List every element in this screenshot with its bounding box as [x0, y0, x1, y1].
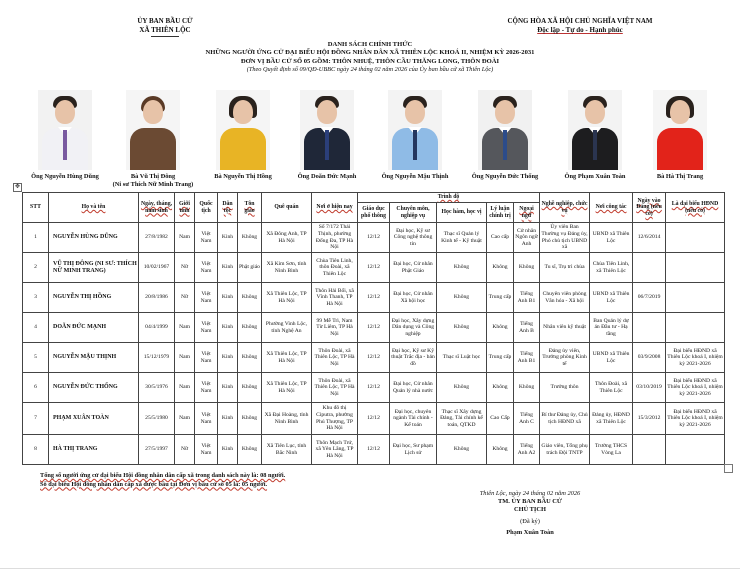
- col-header-dob: Ngày, tháng, năm sinh: [139, 193, 175, 223]
- authority-underline: [151, 36, 179, 37]
- col-header-gender: Giới tính: [175, 193, 195, 223]
- candidate-portrait: [568, 90, 622, 170]
- cell-hometown: Xã Thiên Lộc, TP Hà Nội: [262, 373, 312, 403]
- cell-stt: 8: [23, 435, 49, 465]
- candidate-portrait: [216, 90, 270, 170]
- candidate-photo-card: [198, 90, 288, 181]
- cell-name: NGUYỄN ĐỨC THỐNG: [49, 373, 139, 403]
- national-name: CỘNG HÒA XÃ HỘI CHỦ NGHĨA VIỆT NAM: [507, 17, 653, 25]
- col-header-hometown: Quê quán: [262, 193, 312, 223]
- cell-name: NGUYỄN MẬU THỊNH: [49, 343, 139, 373]
- col-header-ethnicity: Dân tộc: [218, 193, 238, 223]
- title-decision-ref: (Theo Quyết định số 09/QĐ-UBBC ngày 24 tháng 02 năm 2026 của Ủy ban bầu cử xã Thiên Lộc): [246, 65, 494, 73]
- candidate-photo-card: [635, 90, 725, 181]
- cell-workplace: UBND xã Thiên Lộc: [590, 343, 633, 373]
- candidate-portrait: [38, 90, 92, 170]
- cell-religion: Không: [238, 373, 262, 403]
- cell-occupation: Nhân viên kỹ thuật: [540, 313, 590, 343]
- cell-party-date: 03/9/2008: [633, 343, 666, 373]
- cell-language: Tiếng Anh B: [514, 313, 540, 343]
- signature-block: [470, 490, 590, 537]
- cell-party-date: 12/6/2014: [633, 223, 666, 253]
- col-header-political: Lý luận chính trị: [487, 203, 514, 223]
- col-header-name: Họ và tên: [49, 193, 139, 223]
- candidate-photo-caption-religious: (Ni sư Thích Nữ Minh Trang): [112, 180, 194, 188]
- cell-general-edu: 12/12: [358, 435, 390, 465]
- cell-stt: 2: [23, 253, 49, 283]
- cell-delegate: Đại biểu HĐND xã Thiên Lộc khoá I, nhiệm kỳ 2021-2026: [666, 343, 725, 373]
- cell-ethnicity: Kinh: [218, 403, 238, 435]
- cell-nationality: Việt Nam: [195, 313, 218, 343]
- national-motto: Độc lập - Tự do - Hạnh phúc: [537, 26, 623, 34]
- candidate-table: [22, 192, 725, 465]
- cell-political: Cao cấp: [487, 223, 514, 253]
- cell-nationality: Việt Nam: [195, 283, 218, 313]
- cell-nationality: Việt Nam: [195, 253, 218, 283]
- signature-org: TM. ỦY BAN BẦU CỬ: [498, 498, 562, 506]
- cell-degree: Không: [437, 283, 487, 313]
- candidate-photo-card: [370, 90, 460, 181]
- cell-religion: Không: [238, 283, 262, 313]
- cell-workplace: Thôn Đoài, xã Thiên Lộc: [590, 373, 633, 403]
- table-row: [23, 313, 725, 343]
- candidate-portrait: [653, 90, 707, 170]
- col-header-party-date: Ngày vào Đảng (nếu có): [633, 193, 666, 223]
- cell-occupation: Đảng ủy viên, Trưởng phòng Kinh tế: [540, 343, 590, 373]
- cell-ethnicity: Kinh: [218, 435, 238, 465]
- cell-religion: Không: [238, 435, 262, 465]
- candidate-photo-caption: Ông Doãn Đức Mạnh: [297, 173, 357, 180]
- cell-occupation: Trưởng thôn: [540, 373, 590, 403]
- cell-residence: 99 Mễ Trì, Nam Từ Liêm, TP Hà Nội: [312, 313, 358, 343]
- title-line-1: DANH SÁCH CHÍNH THỨC: [327, 41, 413, 48]
- cell-party-date: 03/10/2019: [633, 373, 666, 403]
- cell-degree: Không: [437, 253, 487, 283]
- cell-hometown: Xã Kim Sơn, tỉnh Ninh Bình: [262, 253, 312, 283]
- cell-degree: Thạc sĩ Xây dựng Đảng, Tài chính kế toán, QTKD: [437, 403, 487, 435]
- col-header-occupation: Nghề nghiệp, chức vụ: [540, 193, 590, 223]
- cell-gender: Nam: [175, 373, 195, 403]
- cell-religion: Không: [238, 403, 262, 435]
- cell-specialty: Đại học, Xây dựng Dân dụng và Công nghiệp: [390, 313, 437, 343]
- cell-gender: Nữ: [175, 283, 195, 313]
- cell-language: Cử nhân Ngôn ngữ Anh: [514, 223, 540, 253]
- cell-residence: Khu đô thị Ciputra, phường Phú Thượng, TP Hà Nội: [312, 403, 358, 435]
- cell-gender: Nữ: [175, 253, 195, 283]
- cell-political: Trung cấp: [487, 283, 514, 313]
- candidate-photo-card: [282, 90, 372, 181]
- cell-residence: Thôn Hải Bối, xã Vĩnh Thanh, TP Hà Nội: [312, 283, 358, 313]
- cell-language: Không: [514, 253, 540, 283]
- cell-nationality: Việt Nam: [195, 223, 218, 253]
- cell-language: Tiếng Anh B1: [514, 343, 540, 373]
- cell-degree: Không: [437, 373, 487, 403]
- cell-language: Tiếng Anh C: [514, 403, 540, 435]
- cell-hometown: Xã Thiên Lộc, TP Hà Nội: [262, 283, 312, 313]
- cell-nationality: Việt Nam: [195, 403, 218, 435]
- cell-ethnicity: Kinh: [218, 283, 238, 313]
- cell-dob: 30/5/1976: [139, 373, 175, 403]
- candidate-portrait: [300, 90, 354, 170]
- col-header-stt: STT: [23, 193, 49, 223]
- cell-specialty: Đại học, Kỹ sư Kỹ thuật Trắc địa - bản đồ: [390, 343, 437, 373]
- cell-name: VŨ THỊ ĐÔNG (NI SƯ: THÍCH NỮ MINH TRANG): [49, 253, 139, 283]
- cell-general-edu: 12/12: [358, 343, 390, 373]
- summary-total-candidates: Tổng số người ứng cử đại biểu Hội đồng nhân dân cấp xã trong danh sách này là: 08 người.: [40, 472, 286, 479]
- cell-party-date: [633, 253, 666, 283]
- signature-place-date: Thiên Lộc, ngày 24 tháng 02 năm 2026: [479, 490, 581, 497]
- candidate-photo-card: [20, 90, 110, 181]
- cell-hometown: Phường Vinh Lộc, tỉnh Nghệ An: [262, 313, 312, 343]
- cell-specialty: Đại học, chuyên ngành Tài chính - Kế toán: [390, 403, 437, 435]
- authority-line-1: ỦY BAN BẦU CỬ: [137, 17, 193, 25]
- cell-name: DOÃN ĐỨC MẠNH: [49, 313, 139, 343]
- cell-workplace: Ban Quản lý dự án Đầu tư - Hạ tầng: [590, 313, 633, 343]
- cell-residence: Số 7/172 Thái Thịnh, phường Đống Đa, TP Hà Nội: [312, 223, 358, 253]
- cell-dob: 15/12/1979: [139, 343, 175, 373]
- summary-notes: [40, 472, 285, 489]
- candidate-photo-caption: Ông Nguyễn Đức Thống: [471, 173, 539, 180]
- cell-workplace: UBND xã Thiên Lộc: [590, 223, 633, 253]
- col-header-degree: Học hàm, học vị: [437, 203, 487, 223]
- cell-residence: Chùa Tiên Linh, thôn Đoài, xã Thiên Lộc: [312, 253, 358, 283]
- cell-gender: Nam: [175, 223, 195, 253]
- cell-general-edu: 12/12: [358, 373, 390, 403]
- cell-specialty: Đại học, Cử nhân Phật Giáo: [390, 253, 437, 283]
- signature-status: (Đã ký): [520, 517, 540, 525]
- signer-name: Phạm Xuân Toàn: [506, 528, 554, 536]
- cell-general-edu: 12/12: [358, 313, 390, 343]
- authority-line-2: XÃ THIÊN LỘC: [139, 26, 191, 34]
- cell-stt: 6: [23, 373, 49, 403]
- col-header-residence: Nơi ở hiện nay: [312, 193, 358, 223]
- candidate-portrait: [478, 90, 532, 170]
- cell-specialty: Đại học, Cử nhân Xã hội học: [390, 283, 437, 313]
- cell-hometown: Xã Đại Hoàng, tỉnh Ninh Bình: [262, 403, 312, 435]
- cell-occupation: Giáo viên, Tổng phụ trách Đội TNTP: [540, 435, 590, 465]
- cell-name: NGUYỄN HÙNG DŨNG: [49, 223, 139, 253]
- cell-delegate: Đại biểu HĐND xã Thiên Lộc khoá I, nhiệm kỳ 2021-2026: [666, 373, 725, 403]
- cell-stt: 3: [23, 283, 49, 313]
- cell-party-date: [633, 435, 666, 465]
- table-row: [23, 435, 725, 465]
- candidate-photo-caption: Ông Nguyễn Mậu Thịnh: [381, 173, 449, 180]
- table-row: [23, 223, 725, 253]
- cell-delegate: [666, 253, 725, 283]
- candidate-photo-caption: Bà Vũ Thị Đông: [130, 173, 176, 180]
- cell-degree: Thạc sĩ Luật học: [437, 343, 487, 373]
- cell-nationality: Việt Nam: [195, 435, 218, 465]
- cell-ethnicity: Kinh: [218, 313, 238, 343]
- candidate-photo-caption: Ông Phạm Xuân Toàn: [564, 173, 626, 180]
- cell-nationality: Việt Nam: [195, 343, 218, 373]
- cell-hometown: Xã Tiên Lục, tỉnh Bắc Ninh: [262, 435, 312, 465]
- cell-political: Không: [487, 373, 514, 403]
- col-header-language: Ngoại ngữ: [514, 203, 540, 223]
- cell-name: HÀ THỊ TRANG: [49, 435, 139, 465]
- col-header-religion: Tôn giáo: [238, 193, 262, 223]
- cell-residence: Thôn Đoài, xã Thiên Lộc, TP Hà Nội: [312, 373, 358, 403]
- cell-occupation: Bí thư Đảng ủy, Chủ tịch HĐND xã: [540, 403, 590, 435]
- col-header-nationality: Quốc tịch: [195, 193, 218, 223]
- cell-ethnicity: Kinh: [218, 223, 238, 253]
- table-move-handle[interactable]: ✥: [14, 184, 21, 190]
- cell-stt: 5: [23, 343, 49, 373]
- cell-political: Cao Cấp: [487, 403, 514, 435]
- cell-political: Không: [487, 313, 514, 343]
- cell-occupation: Tu sĩ, Trụ trì chùa: [540, 253, 590, 283]
- cell-gender: Nam: [175, 313, 195, 343]
- cell-occupation: Ủy viên Ban Thường vụ Đảng ủy, Phó chủ tịch UBND xã: [540, 223, 590, 253]
- cell-specialty: Đại học, Sư phạm Lịch sử: [390, 435, 437, 465]
- cell-degree: Không: [437, 435, 487, 465]
- document-title: [150, 41, 590, 74]
- col-header-general-edu: Giáo dục phổ thông: [358, 203, 390, 223]
- cell-hometown: Xã Thiên Lộc, TP Hà Nội: [262, 343, 312, 373]
- cell-degree: Không: [437, 313, 487, 343]
- cell-dob: 25/5/1980: [139, 403, 175, 435]
- cell-workplace: Chùa Tiên Linh, xã Thiên Lộc: [590, 253, 633, 283]
- title-line-3: ĐƠN VỊ BẦU CỬ SỐ 05 GỒM: THÔN NHUỆ, THÔN CẦU THĂNG LONG, THÔN ĐOÀI: [240, 57, 500, 65]
- table-row: [23, 343, 725, 373]
- candidate-photo-card: [108, 90, 198, 188]
- cell-delegate: Đại biểu HĐND xã Thiên Lộc khoá I, nhiệm kỳ 2021-2026: [666, 403, 725, 435]
- cell-political: Trung cấp: [487, 343, 514, 373]
- title-line-2: NHỮNG NGƯỜI ỨNG CỬ ĐẠI BIỂU HỘI ĐỒNG NHÂN DÂN XÃ THIÊN LỘC KHOÁ II, NHIỆM KỲ 2026-2031: [205, 49, 535, 57]
- col-header-education-group: Trình độ: [358, 193, 540, 203]
- cell-political: Không: [487, 435, 514, 465]
- cell-ethnicity: Kinh: [218, 253, 238, 283]
- candidate-photo-caption: Bà Hà Thị Trang: [656, 173, 704, 180]
- cell-specialty: Đại học, Cử nhân Quản lý nhà nước: [390, 373, 437, 403]
- cell-religion: Không: [238, 223, 262, 253]
- cell-dob: 10/02/1967: [139, 253, 175, 283]
- cell-stt: 7: [23, 403, 49, 435]
- col-header-delegate: Là đại biểu HĐND (nếu có): [666, 193, 725, 223]
- cell-dob: 04/4/1999: [139, 313, 175, 343]
- cell-gender: Nam: [175, 343, 195, 373]
- cell-workplace: Trường THCS Vòng La: [590, 435, 633, 465]
- table-row: [23, 373, 725, 403]
- cell-delegate: [666, 313, 725, 343]
- cell-stt: 4: [23, 313, 49, 343]
- cell-general-edu: 12/12: [358, 283, 390, 313]
- candidate-photos: [20, 90, 720, 188]
- table-resize-handle[interactable]: [724, 464, 733, 473]
- table-row: [23, 403, 725, 435]
- cell-name: PHẠM XUÂN TOÀN: [49, 403, 139, 435]
- candidate-photo-card: [460, 90, 550, 181]
- cell-language: Tiếng Anh B1: [514, 283, 540, 313]
- cell-delegate: [666, 223, 725, 253]
- cell-gender: Nam: [175, 403, 195, 435]
- issuing-authority: [110, 17, 220, 37]
- cell-dob: 20/8/1986: [139, 283, 175, 313]
- cell-religion: Phật giáo: [238, 253, 262, 283]
- cell-stt: 1: [23, 223, 49, 253]
- cell-language: Không: [514, 373, 540, 403]
- col-header-specialty: Chuyên môn, nghiệp vụ: [390, 203, 437, 223]
- candidate-portrait: [126, 90, 180, 170]
- cell-ethnicity: Kinh: [218, 373, 238, 403]
- cell-name: NGUYỄN THỊ HỒNG: [49, 283, 139, 313]
- cell-residence: Thôn Mạch Trứ, xã Yên Lãng, TP Hà Nội: [312, 435, 358, 465]
- cell-gender: Nữ: [175, 435, 195, 465]
- cell-general-edu: 12/12: [358, 253, 390, 283]
- cell-language: Tiếng Anh A2: [514, 435, 540, 465]
- col-header-workplace: Nơi công tác: [590, 193, 633, 223]
- table-row: [23, 283, 725, 313]
- cell-party-date: 15/3/2012: [633, 403, 666, 435]
- signature-title: CHỦ TỊCH: [513, 506, 547, 514]
- cell-delegate: [666, 283, 725, 313]
- cell-workplace: UBND xã Thiên Lộc: [590, 283, 633, 313]
- cell-general-edu: 12/12: [358, 403, 390, 435]
- cell-religion: Không: [238, 313, 262, 343]
- candidate-photo-caption: Ông Nguyễn Hùng Dũng: [31, 173, 99, 180]
- cell-occupation: Chuyên viên phòng Văn hóa - Xã hội: [540, 283, 590, 313]
- candidate-photo-card: [550, 90, 640, 181]
- cell-delegate: [666, 435, 725, 465]
- cell-dob: 27/8/1982: [139, 223, 175, 253]
- cell-workplace: Đảng ủy, HĐND xã Thiên Lộc: [590, 403, 633, 435]
- cell-general-edu: 12/12: [358, 223, 390, 253]
- table-row: [23, 253, 725, 283]
- candidate-photo-caption: Bà Nguyễn Thị Hồng: [214, 173, 272, 180]
- cell-degree: Thạc sĩ Quản lý Kinh tế - Kỹ thuật: [437, 223, 487, 253]
- page-edge: [0, 568, 740, 569]
- cell-religion: Không: [238, 343, 262, 373]
- cell-hometown: Xã Đông Anh, TP Hà Nội: [262, 223, 312, 253]
- cell-dob: 27/5/1997: [139, 435, 175, 465]
- cell-political: Không: [487, 253, 514, 283]
- cell-residence: Thôn Đoài, xã Thiên Lộc, TP Hà Nội: [312, 343, 358, 373]
- cell-nationality: Việt Nam: [195, 373, 218, 403]
- cell-party-date: [633, 313, 666, 343]
- summary-seats: Số đại biểu Hội đồng nhân dân cấp xã được bầu tại Đơn vị bầu cử số 05 là: 05 người.: [40, 480, 268, 488]
- national-heading: [500, 17, 660, 35]
- cell-specialty: Đại học, Kỹ sư Công nghệ thông tin: [390, 223, 437, 253]
- cell-party-date: 06/7/2019: [633, 283, 666, 313]
- candidate-portrait: [388, 90, 442, 170]
- cell-ethnicity: Kinh: [218, 343, 238, 373]
